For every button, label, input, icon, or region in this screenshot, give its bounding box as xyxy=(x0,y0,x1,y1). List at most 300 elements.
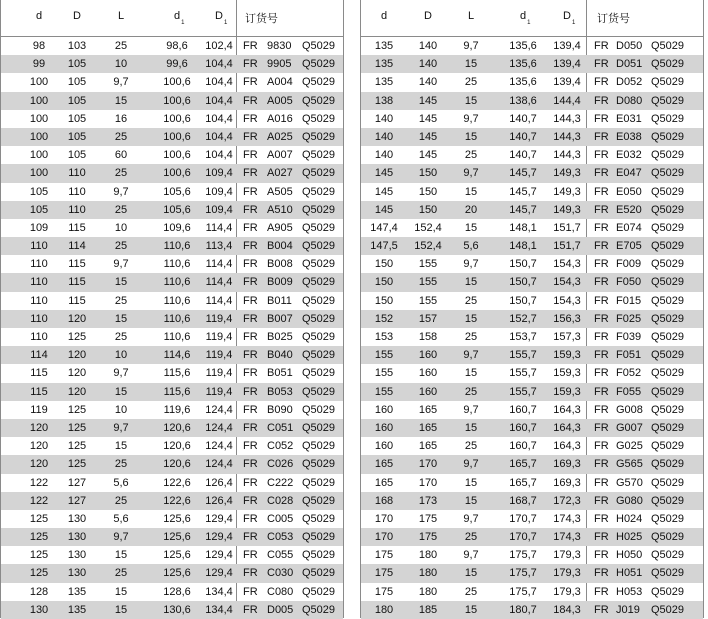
cell-suffix: Q5029 xyxy=(651,331,685,343)
cell-L: 9,7 xyxy=(463,40,479,52)
cell-d: 100 xyxy=(29,112,49,125)
cell-d1: 98,6 xyxy=(166,40,188,52)
cell-D1: 102,4 xyxy=(205,40,233,52)
cell-D: 155 xyxy=(418,258,438,271)
cell-prefix: FR xyxy=(594,112,609,125)
cell-suffix: Q5029 xyxy=(302,531,336,544)
cell-d1: 122,6 xyxy=(163,476,191,489)
table-row xyxy=(361,328,703,346)
cell-code: E032 xyxy=(616,149,642,162)
cell-d1: 105,6 xyxy=(163,185,191,198)
cell-D1: 119,4 xyxy=(205,367,233,380)
cell-D: 145 xyxy=(418,149,438,162)
cell-D: 160 xyxy=(418,385,438,398)
cell-code: E705 xyxy=(616,240,642,253)
table-row xyxy=(1,419,343,437)
cell-d: 110 xyxy=(30,331,48,343)
cell-D: 180 xyxy=(418,567,438,580)
cell-prefix: FR xyxy=(243,440,258,453)
cell-D: 120 xyxy=(67,367,87,380)
table-row xyxy=(1,364,343,382)
cell-D1: 159,3 xyxy=(553,367,581,380)
cell-D1: 149,3 xyxy=(553,167,581,180)
cell-d: 114 xyxy=(30,349,48,362)
cell-prefix: FR xyxy=(243,312,258,325)
cell-L: 25 xyxy=(114,458,128,471)
cell-L: 25 xyxy=(114,567,128,580)
cell-D1: 151,7 xyxy=(553,221,581,234)
header-d1-sub: 1 xyxy=(527,20,531,26)
cell-L: 9,7 xyxy=(463,403,479,416)
cell-d: 120 xyxy=(29,421,49,434)
cell-code: A510 xyxy=(267,203,293,216)
cell-suffix: Q5029 xyxy=(302,476,336,489)
table-row xyxy=(361,474,703,492)
cell-prefix: FR xyxy=(243,531,258,544)
cell-D1: 126,4 xyxy=(205,494,233,507)
cell-suffix: Q5029 xyxy=(651,221,685,234)
cell-code: C052 xyxy=(267,440,294,453)
cell-d: 140 xyxy=(374,112,394,125)
cell-suffix: Q5029 xyxy=(651,40,685,52)
cell-code: F015 xyxy=(616,294,642,307)
cell-D: 140 xyxy=(418,40,438,52)
cell-d: 165 xyxy=(374,458,394,471)
cell-L: 9,7 xyxy=(113,185,129,198)
cell-d1: 140,7 xyxy=(509,130,537,143)
header-d1 xyxy=(519,10,531,26)
table-row xyxy=(1,401,343,419)
cell-code: D005 xyxy=(267,603,294,616)
cell-d: 120 xyxy=(29,458,49,471)
cell-D1: 119,4 xyxy=(205,312,233,325)
cell-d1: 165,7 xyxy=(509,476,537,489)
cell-D: 165 xyxy=(418,440,438,453)
cell-d1: 105,6 xyxy=(163,203,191,216)
cell-prefix: FR xyxy=(243,130,258,143)
cell-code: G025 xyxy=(616,440,643,453)
cell-D: 152,4 xyxy=(414,240,442,253)
cell-suffix: Q5029 xyxy=(302,567,336,580)
cell-suffix: Q5029 xyxy=(302,458,336,471)
cell-prefix: FR xyxy=(243,276,258,289)
cell-D: 160 xyxy=(418,349,438,362)
cell-suffix: Q5029 xyxy=(302,112,336,125)
cell-suffix: Q5029 xyxy=(302,331,336,343)
cell-D: 145 xyxy=(418,94,438,107)
table-row xyxy=(361,564,703,582)
cell-code: H024 xyxy=(616,512,643,525)
cell-d: 145 xyxy=(374,185,394,198)
cell-D: 170 xyxy=(418,458,438,471)
cell-d1: 135,6 xyxy=(509,58,537,71)
table-row xyxy=(1,510,343,528)
cell-D: 105 xyxy=(67,112,87,125)
cell-d1: 125,6 xyxy=(163,512,191,525)
cell-D: 145 xyxy=(418,130,438,143)
cell-L: 9,7 xyxy=(113,421,129,434)
cell-D: 105 xyxy=(67,149,87,162)
cell-d1: 100,6 xyxy=(163,130,191,143)
cell-L: 10 xyxy=(114,349,128,362)
table-row xyxy=(1,219,343,237)
cell-prefix: FR xyxy=(594,512,609,525)
cell-d1: 155,7 xyxy=(509,385,537,398)
table-row xyxy=(361,273,703,291)
table-row xyxy=(1,164,343,182)
cell-code: F052 xyxy=(616,367,642,380)
table-row xyxy=(1,583,343,601)
cell-code: J019 xyxy=(616,603,640,616)
table-row xyxy=(1,237,343,255)
cell-D1: 124,4 xyxy=(205,403,233,416)
cell-d1: 150,7 xyxy=(509,258,537,271)
cell-suffix: Q5029 xyxy=(302,258,336,271)
cell-prefix: FR xyxy=(243,221,258,234)
cell-D1: 129,4 xyxy=(205,512,233,525)
cell-D1: 134,4 xyxy=(205,603,233,616)
header-L: L xyxy=(467,10,475,22)
cell-D: 115 xyxy=(68,276,86,289)
cell-prefix: FR xyxy=(594,240,609,253)
cell-prefix: FR xyxy=(243,58,258,71)
cell-d1: 122,6 xyxy=(163,494,191,507)
cell-L: 15 xyxy=(464,494,478,507)
cell-d: 165 xyxy=(374,476,394,489)
cell-D1: 104,4 xyxy=(205,130,233,143)
cell-d1: 155,7 xyxy=(509,349,537,362)
cell-code: B053 xyxy=(267,385,293,398)
cell-code: H053 xyxy=(616,585,643,598)
cell-D: 155 xyxy=(418,276,438,289)
table-row xyxy=(361,310,703,328)
cell-prefix: FR xyxy=(243,512,258,525)
cell-D1: 139,4 xyxy=(553,40,581,52)
cell-code: F050 xyxy=(616,276,642,289)
cell-suffix: Q5029 xyxy=(302,58,336,71)
cell-d: 125 xyxy=(29,567,49,580)
table-row xyxy=(361,364,703,382)
cell-d: 145 xyxy=(374,167,394,180)
cell-code: E031 xyxy=(616,112,642,125)
cell-D1: 124,4 xyxy=(205,421,233,434)
cell-d: 115 xyxy=(30,367,48,380)
cell-D1: 124,4 xyxy=(205,458,233,471)
cell-D: 120 xyxy=(67,312,87,325)
cell-code: B040 xyxy=(267,349,293,362)
cell-D1: 104,4 xyxy=(205,76,233,89)
cell-prefix: FR xyxy=(243,94,258,107)
cell-D: 130 xyxy=(67,549,87,562)
cell-d: 155 xyxy=(374,349,394,362)
cell-d1: 170,7 xyxy=(509,531,537,544)
cell-d1: 110,6 xyxy=(163,276,191,289)
cell-d: 115 xyxy=(30,385,48,398)
cell-D: 105 xyxy=(67,94,87,107)
cell-L: 9,7 xyxy=(463,349,479,362)
cell-prefix: FR xyxy=(243,403,258,416)
cell-d1: 145,7 xyxy=(509,203,537,216)
table-row xyxy=(361,201,703,219)
cell-D: 115 xyxy=(68,294,86,307)
cell-code: F039 xyxy=(616,331,642,343)
cell-code: A007 xyxy=(267,149,293,162)
cell-D1: 114,4 xyxy=(205,221,233,234)
cell-d1: 120,6 xyxy=(163,440,191,453)
cell-code: H050 xyxy=(616,549,643,562)
cell-suffix: Q5029 xyxy=(302,403,336,416)
cell-d: 99 xyxy=(32,58,46,71)
header-d: d xyxy=(35,10,43,22)
cell-D1: 129,4 xyxy=(205,549,233,562)
table-row xyxy=(1,528,343,546)
cell-code: C026 xyxy=(267,458,294,471)
cell-d1: 175,7 xyxy=(509,585,537,598)
cell-d1: 150,7 xyxy=(509,276,537,289)
cell-d1: 180,7 xyxy=(509,603,537,616)
cell-L: 9,7 xyxy=(113,367,129,380)
cell-suffix: Q5029 xyxy=(651,149,685,162)
cell-suffix: Q5029 xyxy=(302,585,336,598)
cell-L: 20 xyxy=(464,203,478,216)
cell-D: 125 xyxy=(67,331,87,343)
cell-D: 120 xyxy=(67,385,87,398)
cell-D: 127 xyxy=(67,476,87,489)
cell-code: B090 xyxy=(267,403,293,416)
cell-prefix: FR xyxy=(594,58,609,71)
cell-prefix: FR xyxy=(594,331,609,343)
cell-code: C222 xyxy=(267,476,294,489)
cell-D: 125 xyxy=(67,421,87,434)
cell-d1: 168,7 xyxy=(509,494,537,507)
header-order-number: 订货号 xyxy=(245,13,278,25)
cell-d1: 135,6 xyxy=(509,40,537,52)
cell-suffix: Q5029 xyxy=(302,349,336,362)
cell-suffix: Q5029 xyxy=(302,512,336,525)
cell-D: 145 xyxy=(418,112,438,125)
cell-d: 150 xyxy=(374,258,394,271)
right-table xyxy=(360,0,704,618)
cell-D1: 154,3 xyxy=(553,276,581,289)
cell-D1: 144,3 xyxy=(553,112,581,125)
cell-L: 16 xyxy=(114,112,128,125)
table-row xyxy=(1,92,343,110)
cell-d1: 160,7 xyxy=(509,440,537,453)
cell-d: 170 xyxy=(374,512,394,525)
cell-suffix: Q5029 xyxy=(651,421,685,434)
cell-suffix: Q5029 xyxy=(651,312,685,325)
cell-D1: 139,4 xyxy=(553,58,581,71)
cell-d: 150 xyxy=(374,294,394,307)
cell-prefix: FR xyxy=(594,185,609,198)
cell-L: 15 xyxy=(464,312,478,325)
cell-prefix: FR xyxy=(243,294,258,307)
cell-d1: 114,6 xyxy=(163,349,191,362)
cell-prefix: FR xyxy=(594,549,609,562)
cell-d1: 110,6 xyxy=(163,294,191,307)
cell-suffix: Q5029 xyxy=(651,58,685,71)
cell-code: C005 xyxy=(267,512,294,525)
cell-suffix: Q5029 xyxy=(302,221,336,234)
cell-D1: 114,4 xyxy=(205,294,233,307)
cell-D: 165 xyxy=(418,403,438,416)
cell-L: 9,7 xyxy=(463,458,479,471)
cell-code: G007 xyxy=(616,421,643,434)
cell-D: 170 xyxy=(418,476,438,489)
cell-D: 135 xyxy=(67,603,87,616)
cell-D1: 124,4 xyxy=(205,440,233,453)
cell-D: 140 xyxy=(418,76,438,89)
cell-prefix: FR xyxy=(594,40,609,52)
cell-d1: 100,6 xyxy=(163,167,191,180)
cell-D1: 104,4 xyxy=(205,94,233,107)
cell-L: 10 xyxy=(114,221,128,234)
cell-D1: 174,3 xyxy=(553,512,581,525)
table-header xyxy=(361,0,703,37)
cell-L: 9,7 xyxy=(463,512,479,525)
cell-suffix: Q5029 xyxy=(302,367,336,380)
cell-prefix: FR xyxy=(594,531,609,544)
cell-D1: 154,3 xyxy=(553,258,581,271)
cell-D: 155 xyxy=(418,294,438,307)
cell-d: 98 xyxy=(32,40,46,52)
table-row xyxy=(1,110,343,128)
cell-D: 130 xyxy=(67,531,87,544)
cell-L: 25 xyxy=(114,294,128,307)
cell-d: 110 xyxy=(30,312,48,325)
cell-d1: 100,6 xyxy=(163,149,191,162)
table-row xyxy=(361,164,703,182)
cell-d1: 99,6 xyxy=(166,58,188,71)
cell-prefix: FR xyxy=(243,549,258,562)
cell-code: G008 xyxy=(616,403,643,416)
cell-d1: 110,6 xyxy=(163,258,191,271)
table-row xyxy=(361,92,703,110)
header-D1-base: D xyxy=(215,10,223,22)
cell-code: A905 xyxy=(267,221,293,234)
cell-d: 175 xyxy=(374,567,394,580)
cell-D: 140 xyxy=(418,58,438,71)
cell-code: G565 xyxy=(616,458,643,471)
cell-suffix: Q5029 xyxy=(302,294,336,307)
cell-suffix: Q5029 xyxy=(302,312,336,325)
table-row xyxy=(361,73,703,91)
cell-d1: 175,7 xyxy=(509,549,537,562)
table-row xyxy=(361,455,703,473)
table-row xyxy=(361,37,703,55)
header-d: d xyxy=(380,10,388,22)
cell-D: 105 xyxy=(67,58,87,71)
cell-d1: 153,7 xyxy=(509,331,537,343)
cell-D1: 179,3 xyxy=(553,585,581,598)
cell-D: 150 xyxy=(418,185,438,198)
cell-d: 175 xyxy=(374,585,394,598)
cell-suffix: Q5029 xyxy=(651,167,685,180)
cell-suffix: Q5029 xyxy=(302,494,336,507)
cell-prefix: FR xyxy=(243,240,258,253)
cell-prefix: FR xyxy=(243,40,258,52)
cell-code: B004 xyxy=(267,240,293,253)
cell-D1: 134,4 xyxy=(205,585,233,598)
cell-D: 180 xyxy=(418,549,438,562)
cell-code: C030 xyxy=(267,567,294,580)
cell-suffix: Q5029 xyxy=(651,549,685,562)
table-row xyxy=(1,455,343,473)
cell-D1: 109,4 xyxy=(205,185,233,198)
cell-d1: 125,6 xyxy=(163,549,191,562)
cell-code: A016 xyxy=(267,112,293,125)
cell-d1: 100,6 xyxy=(163,76,191,89)
cell-prefix: FR xyxy=(594,312,609,325)
cell-D1: 113,4 xyxy=(205,240,233,253)
cell-D1: 119,4 xyxy=(205,385,233,398)
cell-d1: 170,7 xyxy=(509,512,537,525)
cell-d: 147,5 xyxy=(370,240,398,253)
cell-d: 138 xyxy=(374,94,394,107)
cell-d1: 100,6 xyxy=(163,112,191,125)
cell-L: 15 xyxy=(464,567,478,580)
cell-D1: 179,3 xyxy=(553,567,581,580)
cell-L: 15 xyxy=(114,585,128,598)
cell-d: 135 xyxy=(374,76,394,89)
cell-D1: 104,4 xyxy=(205,149,233,162)
cell-d: 140 xyxy=(374,149,394,162)
cell-D1: 104,4 xyxy=(205,58,233,71)
table-row xyxy=(1,564,343,582)
cell-D: 157 xyxy=(418,312,438,325)
cell-D1: 172,3 xyxy=(553,494,581,507)
table-row xyxy=(1,601,343,619)
cell-D: 135 xyxy=(67,585,87,598)
cell-code: D050 xyxy=(616,40,643,52)
cell-L: 15 xyxy=(114,603,128,616)
cell-prefix: FR xyxy=(243,149,258,162)
cell-D1: 119,4 xyxy=(205,349,233,362)
cell-d1: 110,6 xyxy=(163,331,191,343)
cell-D1: 169,3 xyxy=(553,458,581,471)
cell-prefix: FR xyxy=(594,567,609,580)
cell-d1: 128,6 xyxy=(163,585,191,598)
cell-code: 9905 xyxy=(267,58,292,71)
cell-suffix: Q5029 xyxy=(302,240,336,253)
cell-suffix: Q5029 xyxy=(302,94,336,107)
cell-code: E520 xyxy=(616,203,642,216)
cell-D: 150 xyxy=(418,167,438,180)
cell-suffix: Q5029 xyxy=(302,440,336,453)
cell-L: 15 xyxy=(114,385,128,398)
cell-L: 9,7 xyxy=(463,112,479,125)
cell-d: 109 xyxy=(29,221,49,234)
table-row xyxy=(1,55,343,73)
cell-L: 15 xyxy=(114,440,128,453)
cell-suffix: Q5029 xyxy=(302,149,336,162)
cell-suffix: Q5029 xyxy=(651,112,685,125)
table-row xyxy=(361,546,703,564)
cell-D: 165 xyxy=(418,421,438,434)
table-row xyxy=(361,437,703,455)
cell-prefix: FR xyxy=(243,367,258,380)
table-row xyxy=(1,310,343,328)
table-row xyxy=(361,110,703,128)
cell-d: 100 xyxy=(29,149,49,162)
table-header xyxy=(1,0,343,37)
cell-d1: 140,7 xyxy=(509,112,537,125)
table-row xyxy=(361,419,703,437)
cell-code: D052 xyxy=(616,76,643,89)
cell-d1: 130,6 xyxy=(163,603,191,616)
cell-d1: 125,6 xyxy=(163,531,191,544)
cell-suffix: Q5029 xyxy=(302,203,336,216)
